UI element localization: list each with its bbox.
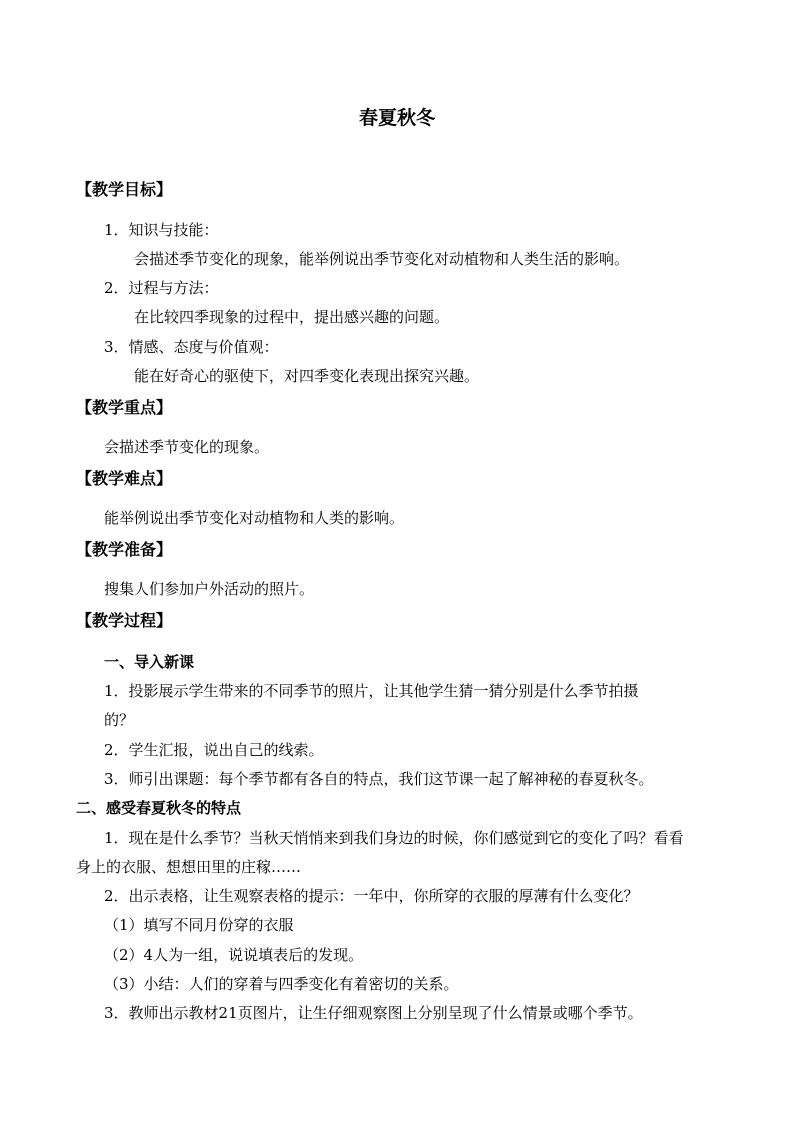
process-1-1b: 的？ [104,711,135,729]
objective-item-3-text: 能在好奇心的驱使下，对四季变化表现出探究兴趣。 [134,367,480,385]
process-2-2-3: （3）小结：人们的穿着与四季变化有着密切的关系。 [104,975,459,993]
objective-item-2: 2．过程与方法： [104,279,219,297]
preparation-text: 搜集人们参加户外活动的照片。 [104,580,315,598]
process-heading: 【教学过程】 [76,611,173,630]
process-1-2: 2．学生汇报，说出自己的线索。 [104,741,324,759]
process-1-3: 3．师引出课题：每个季节都有各自的特点，我们这节课一起了解神秘的春夏秋冬。 [104,770,654,788]
process-part-1-title: 一、导入新课 [104,653,195,671]
process-2-3: 3．教师出示教材21页图片，让生仔细观察图上分别呈现了什么情景或哪个季节。 [104,1004,643,1022]
objective-item-2-text: 在比较四季现象的过程中，提出感兴趣的问题。 [134,308,450,326]
difficulties-text: 能举例说出季节变化对动植物和人类的影响。 [104,509,405,527]
document-title: 春夏秋冬 [358,107,435,129]
objective-item-3: 3．情感、态度与价值观： [104,338,279,356]
process-2-2-2: （2）4人为一组，说说填表后的发现。 [104,946,364,964]
objective-item-1: 1．知识与技能： [104,221,219,239]
process-1-1a: 1．投影展示学生带来的不同季节的照片，让其他学生猜一猜分别是什么季节拍摄 [104,682,639,700]
process-2-2-1: （1）填写不同月份穿的衣服 [104,916,294,934]
process-2-1a: 1．现在是什么季节？当秋天悄悄来到我们身边的时候，你们感觉到它的变化了吗？看看 [104,829,684,847]
process-2-1b: 身上的衣服、想想田里的庄稼…… [76,858,302,876]
difficulties-heading: 【教学难点】 [76,469,173,488]
process-part-2-title: 二、感受春夏秋冬的特点 [76,799,242,817]
objective-item-1-text: 会描述季节变化的现象，能举例说出季节变化对动植物和人类生活的影响。 [134,250,630,268]
key-points-heading: 【教学重点】 [76,398,173,417]
preparation-heading: 【教学准备】 [76,540,173,559]
process-2-2: 2．出示表格，让生观察表格的提示：一年中，你所穿的衣服的厚薄有什么变化？ [104,887,639,905]
objectives-heading: 【教学目标】 [76,180,173,199]
key-points-text: 会描述季节变化的现象。 [104,438,270,456]
